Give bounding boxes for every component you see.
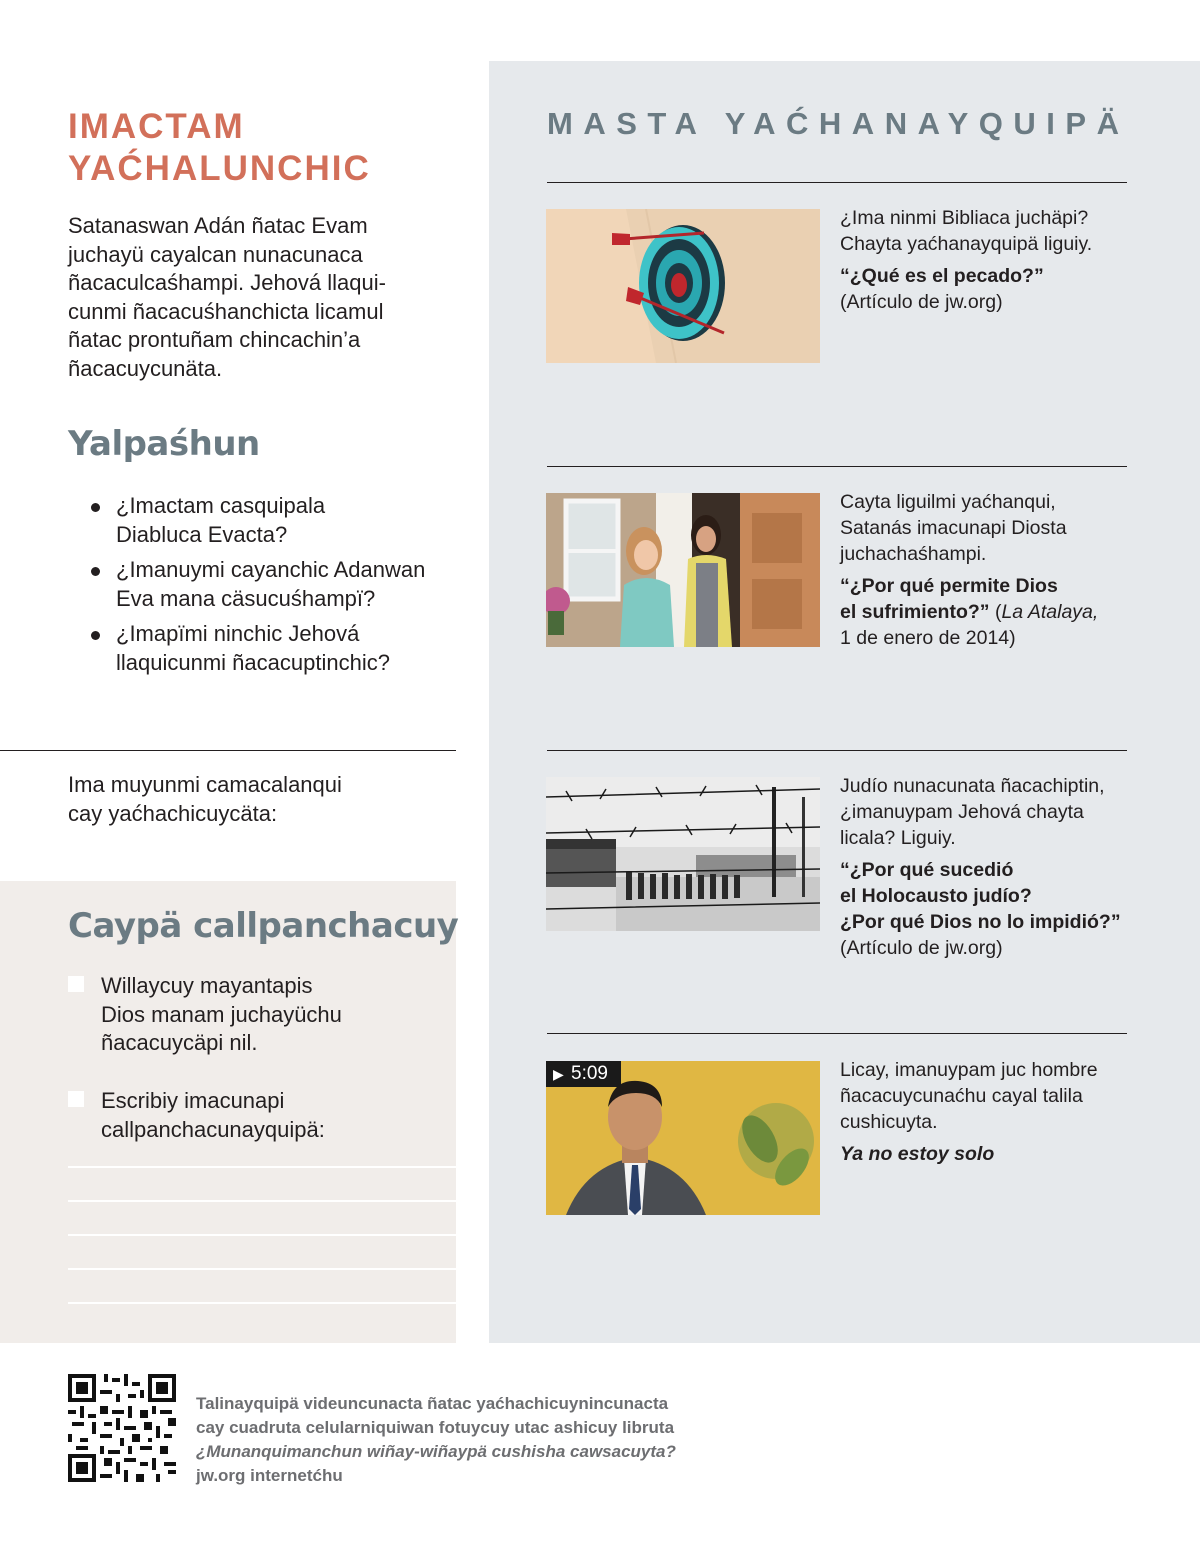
left-divider [0, 750, 456, 751]
footer-website-link[interactable]: jw.org internetćhu [196, 1466, 343, 1485]
entry-divider [547, 466, 1127, 467]
writing-line[interactable] [68, 1234, 456, 1236]
meeting-prompt: Ima muyunmi camacalanqui cay yaćhachicuycäta: [68, 772, 342, 826]
entry-description: Cayta liguilmi yaćhanqui, Satanás imacunapi Diosta juchachaśhampi. [840, 491, 1067, 565]
entry-description: Licay, imanuypam juc hombre ñacacuycunaćhu cayal talila cushicuyta. [840, 1059, 1098, 1133]
entry-description: Judío nunacunata ñacachiptin, ¿imanuypam Jehová chayta licala? Liguiy. [840, 775, 1105, 849]
video-duration: 5:09 [571, 1063, 608, 1084]
review-question [88, 556, 458, 613]
intro-paragraph: Satanaswan Adán ñatac Evam juchayü cayalcan nunacunaca ñacaculcaśhampi. Jehová llaqui- cunmi ñacacuśhanchicta licamul ñatac prontuñam chincachin’a ñacacuycunäta. [68, 213, 386, 381]
qr-code-icon[interactable] [68, 1374, 176, 1482]
entry-source: “¿Por qué permite Dios el sufrimiento?” (La Atalaya, 1 de enero de 2014) [840, 575, 1099, 649]
more-entry [840, 489, 1130, 651]
entry-source-link[interactable]: “¿Qué es el pecado?” [840, 265, 1044, 287]
challenge-title: Caypä callpanchacuy [68, 906, 459, 946]
review-question-list [88, 492, 458, 684]
review-question-text: ¿Imapïmi ninchic Jehová llaquicunmi ñacacuptinchic? [116, 621, 390, 675]
door-conversation-photo [546, 493, 820, 647]
footer-line: Talinayquipä videuncunacta ñatac yaćhachicuynincunacta [196, 1394, 669, 1413]
review-question-text: ¿Imanuymi cayanchic Adanwan Eva mana cäsucuśhampï? [116, 557, 426, 611]
two-women-at-door-image[interactable] [546, 493, 820, 647]
more-entry [840, 205, 1130, 315]
entry-source-detail: (Artículo de jw.org) [840, 937, 1003, 959]
play-icon: ▶ [553, 1066, 564, 1082]
bullet-icon [91, 567, 100, 576]
target-illustration [546, 209, 820, 363]
more-heading: MASTA YAĆHANAYQUIPÄ [547, 106, 1130, 141]
writing-line[interactable] [68, 1302, 456, 1304]
entry-source [840, 1141, 1130, 1167]
review-title: Yalpaśhun [68, 424, 260, 464]
concentration-camp-image[interactable] [546, 777, 820, 931]
footer-line: cay cuadruta celularniquiwan fotuycuy utac ashicuy libruta [196, 1418, 675, 1437]
entry-description: ¿Ima ninmi Bibliaca juchäpi? Chayta yaćhanayquipä liguiy. [840, 207, 1093, 255]
writing-line[interactable] [68, 1200, 456, 1202]
writing-line[interactable] [68, 1268, 456, 1270]
video-title-link[interactable]: Ya no estoy solo [840, 1143, 995, 1165]
bullet-icon [91, 631, 100, 640]
camp-photo [546, 777, 820, 931]
man-interview-video-thumbnail[interactable] [546, 1061, 820, 1215]
entry-source-link[interactable]: “¿Por qué sucedió el Holocausto judío? ¿Por qué Dios no lo impidió?” [840, 859, 1121, 933]
target-with-arrows-image[interactable] [546, 209, 820, 363]
bullet-icon [91, 503, 100, 512]
entry-source-link[interactable]: “¿Por qué permite Dios el sufrimiento?” [840, 575, 1058, 623]
challenge-item-label: Willaycuy mayantapis Dios manam juchayüchu ñacacuycäpi nil. [101, 973, 342, 1055]
writing-line[interactable] [68, 1166, 456, 1168]
entry-divider [547, 1033, 1127, 1034]
entry-source-detail: 1 de enero de 2014) [840, 627, 1016, 649]
video-duration-badge [546, 1061, 621, 1087]
challenge-item-label: Escribiy imacunapi callpanchacunayquipä: [101, 1088, 325, 1142]
checkbox[interactable] [68, 976, 84, 992]
entry-source [840, 263, 1130, 315]
review-question-text: ¿Imactam casquipala Diabluca Evacta? [116, 493, 326, 547]
intro-heading: IMACTAM YAĆHALUNCHIC [68, 107, 371, 188]
entry-source-publication: La Atalaya, [1001, 601, 1099, 623]
entry-divider [547, 182, 1127, 183]
checkbox[interactable] [68, 1091, 84, 1107]
entry-source [840, 857, 1130, 961]
entry-divider [547, 750, 1127, 751]
entry-source-detail: (Artículo de jw.org) [840, 291, 1003, 313]
more-entry [840, 1057, 1130, 1167]
more-entry [840, 773, 1130, 961]
footer-tagline: ¿Munanquimanchun wiñay-wiñaypä cushisha cawsacuyta? [196, 1442, 676, 1461]
footer-text [196, 1392, 756, 1488]
review-question [88, 492, 458, 549]
review-question [88, 620, 458, 677]
